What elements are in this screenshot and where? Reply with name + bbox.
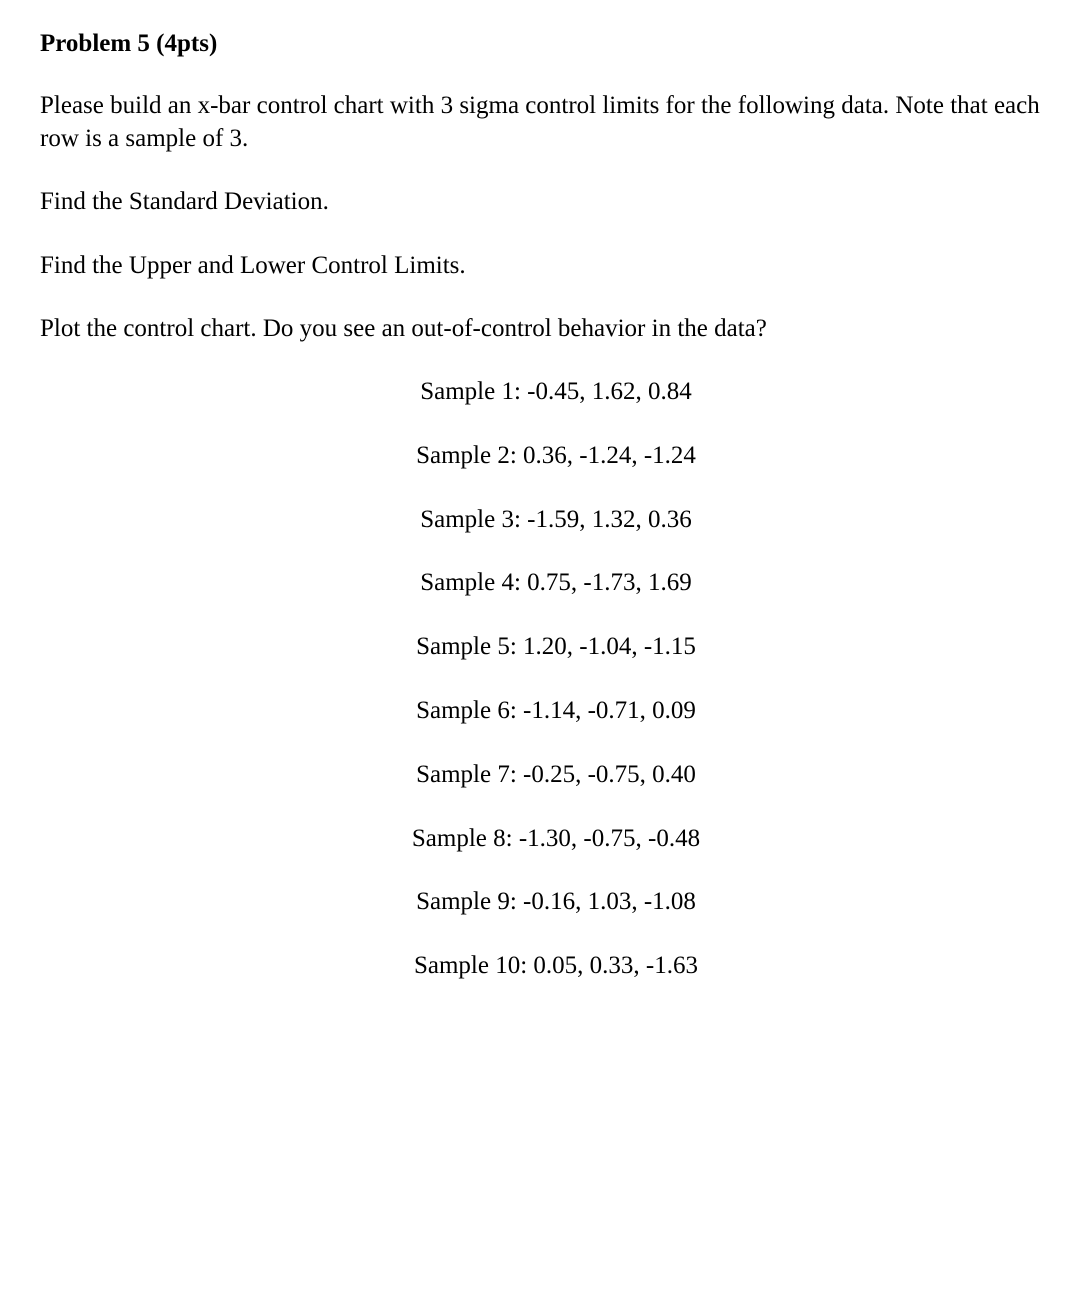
sample-item: Sample 7: -0.25, -0.75, 0.40 <box>416 760 696 788</box>
intro-paragraph: Please build an x-bar control chart with 3 sigma control limits for the following data. Note that each row is a sample of 3. <box>40 92 1040 152</box>
sample-item: Sample 6: -1.14, -0.71, 0.09 <box>416 696 696 724</box>
control-limits-instruction: Find the Upper and Lower Control Limits. <box>40 252 466 279</box>
plot-instruction: Plot the control chart. Do you see an out-of-control behavior in the data? <box>40 315 767 342</box>
sample-item: Sample 8: -1.30, -0.75, -0.48 <box>411 824 701 852</box>
standard-deviation-instruction: Find the Standard Deviation. <box>40 188 329 215</box>
sample-item: Sample 4: 0.75, -1.73, 1.69 <box>420 569 692 597</box>
sample-list <box>0 375 1088 1013</box>
sample-item: Sample 5: 1.20, -1.04, -1.15 <box>416 633 696 661</box>
sample-item: Sample 9: -0.16, 1.03, -1.08 <box>416 888 696 916</box>
sample-item: Sample 3: -1.59, 1.32, 0.36 <box>420 505 692 533</box>
sample-item: Sample 1: -0.45, 1.62, 0.84 <box>420 378 692 405</box>
sample-item: Sample 2: 0.36, -1.24, -1.24 <box>416 441 696 469</box>
sample-item: Sample 10: 0.05, 0.33, -1.63 <box>413 952 698 980</box>
problem-title: Problem 5 (4pts) <box>40 30 218 57</box>
